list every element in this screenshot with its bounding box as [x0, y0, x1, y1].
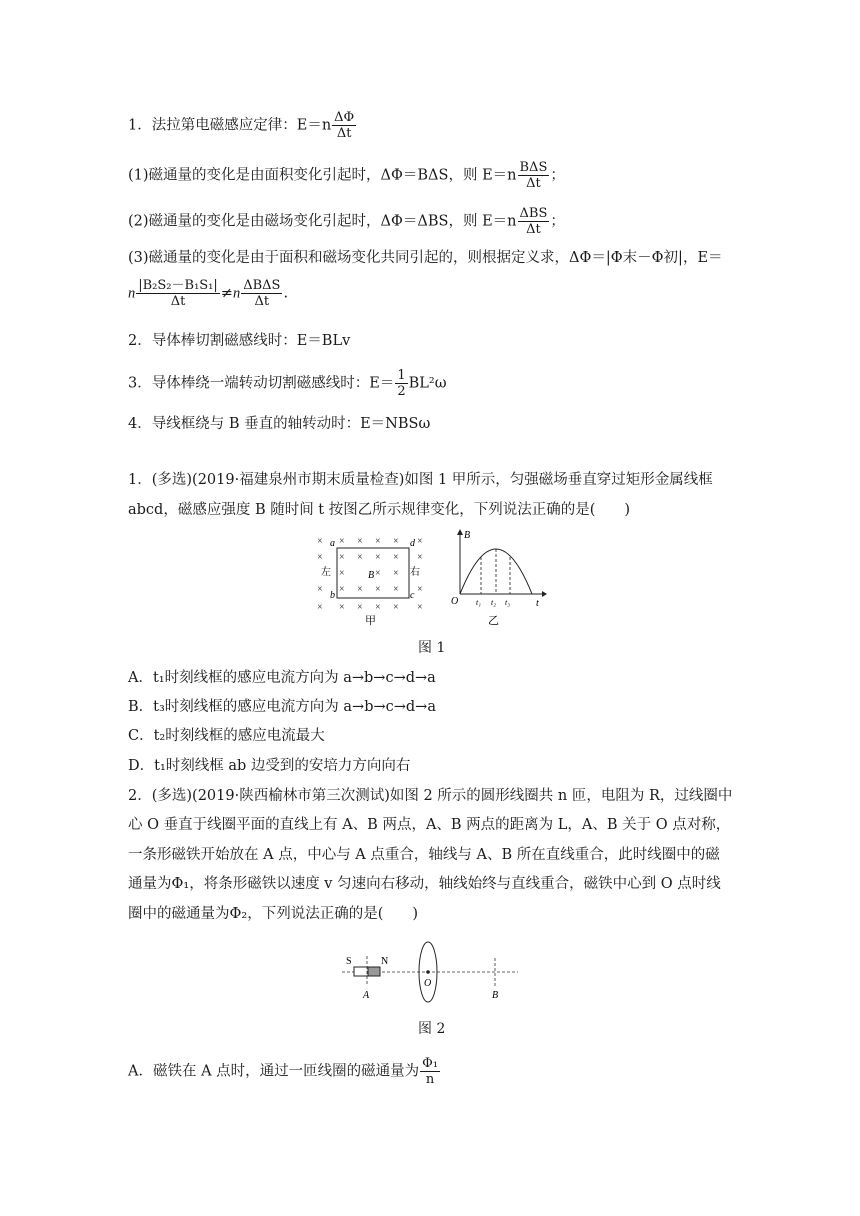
field-cross: × [417, 602, 423, 613]
formula-1b-text: (2)磁通量的变化是由磁场变化引起时，ΔΦ＝ΔBS，则 E＝n [128, 213, 517, 230]
fraction [136, 278, 220, 309]
axis-label-B: B [464, 530, 471, 541]
numerator: ΔBS [519, 206, 548, 221]
q2-stem-line-1: 2．(多选)(2019·陕西榆林市第三次测试)如图 2 所示的圆形线圈共 n 匝，电阻为 R，过线圈中 [128, 788, 733, 804]
caption-jia: 甲 [365, 615, 376, 627]
denominator: Δt [170, 294, 186, 309]
field-cross: × [375, 602, 381, 613]
denominator: 2 [397, 384, 406, 399]
formula-3 [128, 368, 447, 399]
field-cross: × [393, 602, 399, 613]
field-cross: × [317, 602, 323, 613]
center-dot [426, 970, 430, 974]
figure-2-caption: 图 2 [418, 1021, 446, 1037]
denominator: Δt [526, 176, 541, 191]
b-axis-arrow [457, 529, 463, 535]
field-cross: × [339, 584, 345, 595]
q1-option-b: B．t₃时刻线框的感应电流方向为 a→b→c→d→a [128, 699, 436, 715]
denominator: Δt [254, 294, 270, 309]
numerator: ΔBΔS [243, 278, 281, 293]
label-left: 左 [321, 567, 331, 578]
q2-stem-line-5: 圈中的磁通量为Φ₂，下列说法正确的是( ) [128, 906, 419, 922]
q1-stem-line-2: abcd，磁感应强度 B 随时间 t 按图乙所示规律变化，下列说法正确的是( ) [128, 502, 631, 518]
field-cross: × [317, 584, 323, 595]
q2-option-a [128, 1056, 441, 1087]
field-cross: × [317, 552, 323, 563]
label-t1: t₁ [476, 598, 482, 607]
caption-yi: 乙 [488, 615, 499, 627]
q1-option-a: A．t₁时刻线框的感应电流方向为 a→b→c→d→a [128, 670, 436, 686]
figure-1-caption: 图 1 [418, 640, 446, 656]
q1-option-c: C．t₂时刻线框的感应电流最大 [128, 728, 325, 744]
denominator: Δt [336, 126, 352, 141]
formula-2: 2．导体棒切割磁感线时：E＝BLv [128, 333, 351, 349]
label-d: d [410, 538, 415, 549]
field-cross: × [357, 536, 363, 547]
q2-option-a-text: A．磁铁在 A 点时，通过一匝线圈的磁通量为 [128, 1063, 420, 1080]
field-cross: × [393, 584, 399, 595]
label-a: a [330, 538, 335, 549]
field-cross: × [393, 568, 399, 579]
field-cross: × [339, 536, 345, 547]
field-cross: × [375, 552, 381, 563]
field-cross: × [339, 552, 345, 563]
q1-option-d: D．t₁时刻线框 ab 边受到的安培力方向向右 [128, 758, 411, 774]
formula-1b: (2)磁通量的变化是由磁场变化引起时，ΔΦ＝ΔBS，则 E＝n $\frac{\text{ΔBS}}{\Delta t}$ ； [128, 206, 565, 237]
denominator: Δt [526, 222, 541, 237]
formula-1c-text: (3)磁通量的变化是由于面积和磁场变化共同引起的，则根据定义求，ΔΦ＝|Φ末－Φ初|，E＝ [128, 250, 723, 266]
formula-1c-cont: n $\frac{\text{|B₂S₂－B₁S₁|}}{\Delta t}$ ≠n $\frac{\text{ΔBΔS}}{\Delta t}$ . [128, 278, 289, 309]
field-cross: × [375, 584, 381, 595]
formula-1a: (1)磁通量的变化是由面积变化引起时，ΔΦ＝BΔS，则 E＝n $\frac{\text{BΔS}}{\Delta t}$ ； [128, 160, 565, 191]
label-right: 右 [410, 567, 420, 578]
formula-3-text: 3．导体棒绕一端转动切割磁感线时：E＝ [128, 375, 395, 392]
field-cross: × [375, 536, 381, 547]
field-cross: × [375, 568, 381, 579]
q2-stem-line-4: 通量为Φ₁，将条形磁铁以速度 v 匀速向右移动，轴线始终与直线重合，磁铁中心到 O 点时线 [128, 876, 721, 892]
field-cross: × [339, 602, 345, 613]
magnet-n-half [368, 967, 380, 976]
formula-4: 4．导线框绕与 B 垂直的轴转动时：E＝NBSω [128, 416, 431, 432]
formula-1-expr: E＝n [296, 117, 332, 134]
axis-label-t: t [536, 598, 539, 609]
fraction [241, 278, 282, 309]
field-cross: × [317, 536, 323, 547]
field-cross: × [393, 552, 399, 563]
field-cross: × [357, 584, 363, 595]
q2-stem-line-2: 心 O 垂直于线圈平面的直线上有 A、B 两点，A、B 两点的距离为 L，A、B 关于 O 点对称， [128, 817, 731, 833]
label-t2: t₂ [491, 598, 497, 607]
label-N: N [381, 956, 389, 967]
formula-1 [128, 110, 357, 141]
field-cross: × [417, 584, 423, 595]
numerator: BΔS [519, 160, 548, 175]
q1-stem-line-1: 1．(多选)(2019·福建泉州市期末质量检查)如图 1 甲所示，匀强磁场垂直穿过矩形金属线框 [128, 472, 713, 488]
fraction [395, 368, 407, 399]
field-cross: × [393, 536, 399, 547]
label-B: B [492, 990, 499, 1001]
formula-1c [128, 248, 723, 268]
label-b: b [330, 590, 335, 601]
fraction [332, 110, 356, 141]
formula-1-label: 1．法拉第电磁感应定律： [128, 117, 297, 134]
magnet-s-half [354, 967, 368, 976]
numerator: ΔΦ [334, 110, 355, 125]
field-cross: × [357, 552, 363, 563]
t-axis-arrow [542, 591, 547, 597]
label-t3: t₃ [505, 598, 511, 607]
label-B: B [368, 570, 375, 581]
numerator: 1 [397, 368, 406, 383]
origin-label: O [451, 596, 459, 607]
numerator: |B₂S₂－B₁S₁| [138, 278, 218, 293]
label-c: c [410, 590, 415, 601]
figure-2 [340, 940, 520, 1006]
label-A: A [363, 990, 370, 1001]
numerator: Φ₁ [422, 1056, 439, 1071]
label-O: O [424, 978, 432, 989]
label-S: S [346, 956, 352, 967]
fraction [518, 160, 550, 191]
formula-1a-text: (1)磁通量的变化是由面积变化引起时，ΔΦ＝BΔS，则 E＝n [128, 167, 517, 184]
field-cross: × [417, 552, 423, 563]
denominator: n [425, 1072, 435, 1087]
field-cross: × [357, 602, 363, 613]
fraction [518, 206, 550, 237]
figure-1 [310, 526, 550, 632]
q2-stem-line-3: 一条形磁铁开始放在 A 点，中心与 A 点重合，轴线与 A、B 所在直线重合，此时线圈中的磁 [128, 847, 720, 863]
field-cross: × [339, 568, 345, 579]
fraction [420, 1056, 440, 1087]
field-cross: × [417, 536, 423, 547]
formula-3-tail: BL²ω [408, 375, 447, 392]
